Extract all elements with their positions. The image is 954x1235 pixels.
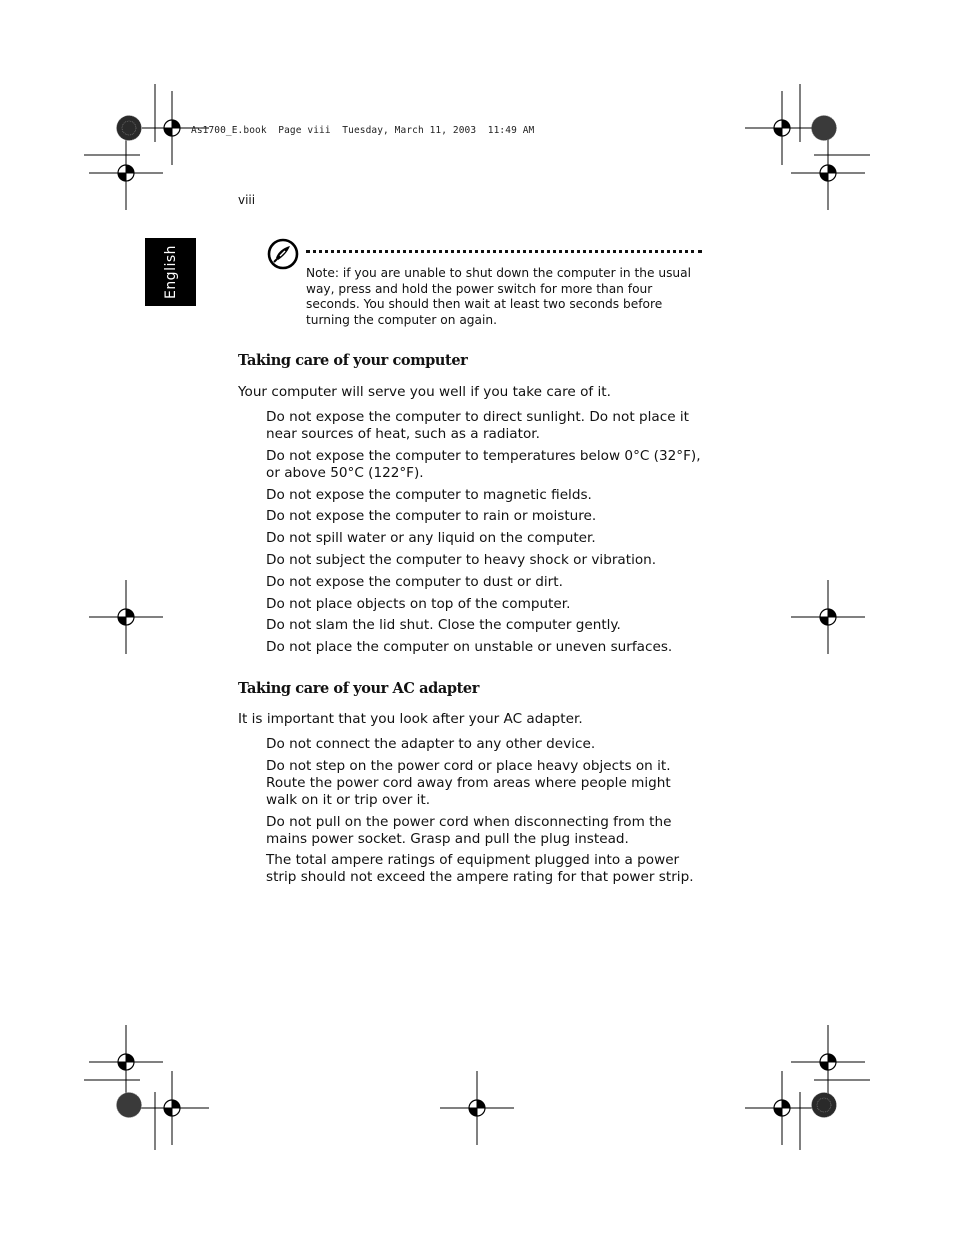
list-item: Do not place objects on top of the computer. xyxy=(266,595,571,612)
section-intro-computer: Your computer will serve you well if you take care of it. xyxy=(238,384,611,400)
list-item: Do not expose the computer to direct sunlight. Do not place it near sources of heat, such as a radiator. xyxy=(266,409,690,442)
list-item: The total ampere ratings of equipment plugged into a power strip should not exceed the ampere rating for that power strip. xyxy=(266,852,694,886)
list-item: Do not expose the computer to rain or moisture. xyxy=(266,508,597,525)
list-item: Do not expose the computer to dust or dirt. xyxy=(266,573,563,590)
pen-note-icon xyxy=(267,238,299,270)
list-item: Do not expose the computer to magnetic fields. xyxy=(266,486,592,503)
section-intro-ac-adapter: It is important that you look after your AC adapter. xyxy=(238,711,583,727)
section-heading-computer: Taking care of your computer xyxy=(238,352,468,369)
ac-adapter-care-list xyxy=(266,736,706,891)
list-item: Do not expose the computer to temperatures below 0°C (32°F), or above 50°C (122°F). xyxy=(266,447,701,481)
language-side-tab xyxy=(145,238,196,306)
list-item: Do not pull on the power cord when disconnecting from the mains power socket. Grasp and pull the plug instead. xyxy=(266,813,672,847)
list-item: Do not spill water or any liquid on the computer. xyxy=(266,530,596,547)
list-item: Do not slam the lid shut. Close the computer gently. xyxy=(266,617,621,634)
note-dotted-rule xyxy=(306,250,702,253)
list-item: Do not step on the power cord or place heavy objects on it. Route the power cord away from areas where people might walk on it or trip over it. xyxy=(266,757,671,808)
page-number: viii xyxy=(238,193,256,207)
note-text: Note: if you are unable to shut down the computer in the usual way, press and hold the power switch for more than four seconds. You should then wait at least two seconds before turning the computer on again. xyxy=(306,266,692,328)
list-item: Do not subject the computer to heavy shock or vibration. xyxy=(266,551,657,568)
language-side-tab-label: English xyxy=(162,244,179,300)
computer-care-list xyxy=(266,409,706,661)
book-header-line: As1700_E.book Page viii Tuesday, March 11, 2003 11:49 AM xyxy=(191,125,535,136)
list-item: Do not connect the adapter to any other device. xyxy=(266,736,596,752)
list-item: Do not place the computer on unstable or uneven surfaces. xyxy=(266,639,673,656)
section-heading-ac-adapter: Taking care of your AC adapter xyxy=(238,680,479,697)
